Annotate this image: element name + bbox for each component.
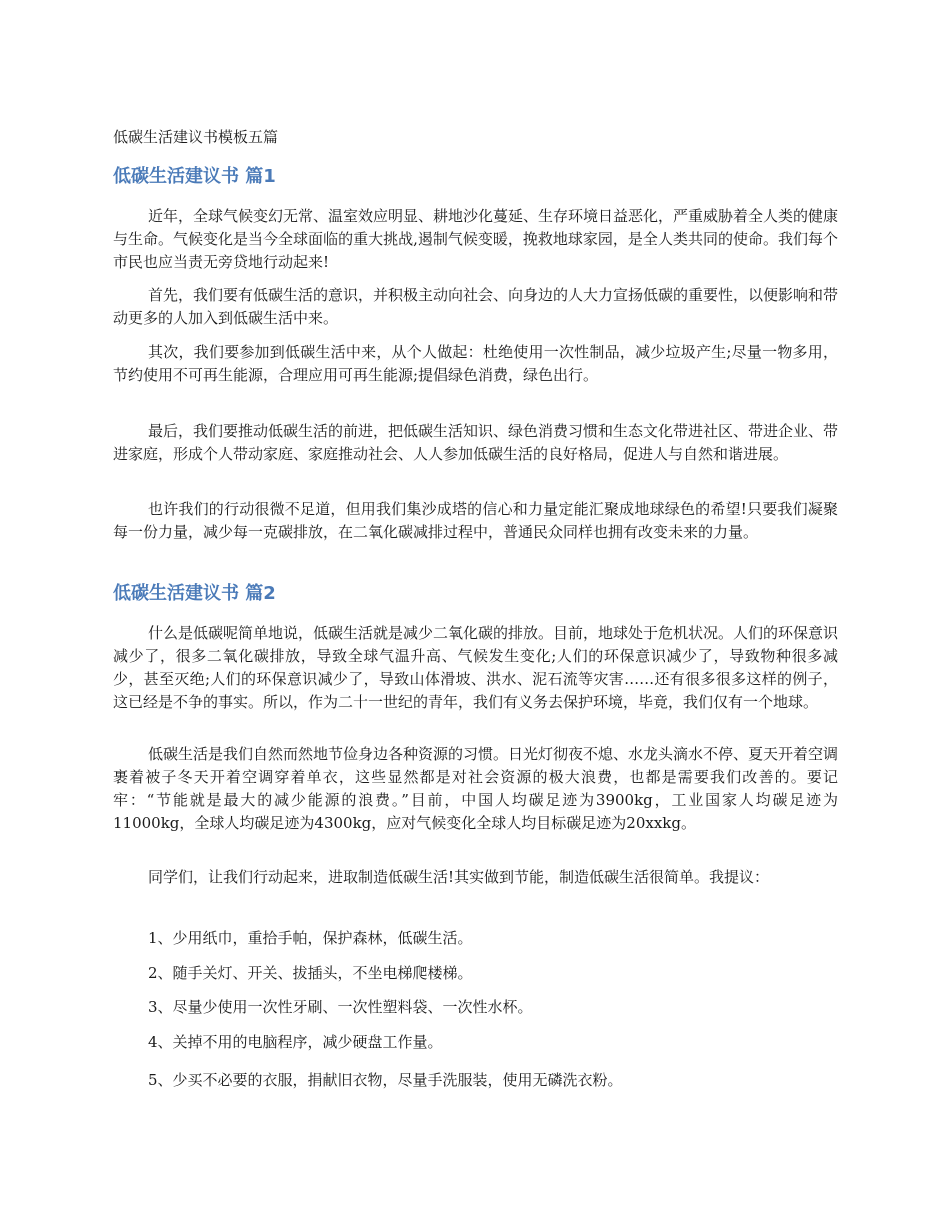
list-item: 5、少买不必要的衣服，捐献旧衣物，尽量手洗服装，使用无磷洗衣粉。 <box>148 1071 623 1089</box>
document-title: 低碳生活建议书模板五篇 <box>113 128 279 146</box>
paragraph: 首先，我们要有低碳生活的意识，并积极主动向社会、向身边的人大力宣扬低碳的重要性，以便影响和带动更多的人加入到低碳生活中来。 <box>113 286 839 327</box>
section-heading-1: 低碳生活建议书 篇1 <box>113 166 276 187</box>
section-heading-2: 低碳生活建议书 篇2 <box>113 583 276 604</box>
list-item: 4、关掉不用的电脑程序，减少硬盘工作量。 <box>148 1033 443 1051</box>
paragraph: 什么是低碳呢简单地说，低碳生活就是减少二氧化碳的排放。目前，地球处于危机状况。人们的环保意识减少了，很多二氧化碳排放，导致全球气温升高、气候发生变化;人们的环保意识减少了，导致物种很多减少，甚至灭绝;人们的环保意识减少了，导致山体滑坡、洪水、泥石流等灾害……还有很多很多这样的例子，这已经是不争的事实。所以，作为二十一世纪的青年，我们有义务去保护环境，毕竟，我们仅有一个地球。 <box>113 624 839 711</box>
paragraph: 也许我们的行动很微不足道，但用我们集沙成塔的信心和力量定能汇聚成地球绿色的希望!只要我们凝聚每一份力量，减少每一克碳排放，在二氧化碳减排过程中，普通民众同样也拥有改变未来的力量。 <box>113 500 838 541</box>
paragraph: 最后，我们要推动低碳生活的前进，把低碳生活知识、绿色消费习惯和生态文化带进社区、带进企业、带进家庭，形成个人带动家庭、家庭推动社会、人人参加低碳生活的良好格局，促进人与自然和谐进展。 <box>113 422 839 463</box>
paragraph: 近年，全球气候变幻无常、温室效应明显、耕地沙化蔓延、生存环境日益恶化，严重威胁着全人类的健康与生命。气候变化是当今全球面临的重大挑战,遏制气候变暖，挽救地球家园，是全人类共同的使命。我们每个市民也应当责无旁贷地行动起来! <box>113 207 839 271</box>
paragraph: 其次，我们要参加到低碳生活中来，从个人做起：杜绝使用一次性制品，减少垃圾产生;尽量一物多用，节约使用不可再生能源，合理应用可再生能源;提倡绿色消费，绿色出行。 <box>113 343 838 384</box>
paragraph: 低碳生活是我们自然而然地节俭身边各种资源的习惯。日光灯彻夜不熄、水龙头滴水不停、夏天开着空调裹着被子冬天开着空调穿着单衣，这些显然都是对社会资源的极大浪费，也都是需要我们改善的。要记牢：“节能就是最大的减少能源的浪费。”目前，中国人均碳足迹为3900kg，工业国家人均碳足迹为11000kg，全球人均碳足迹为4300kg，应对气候变化全球人均目标碳足迹为20xxkg。 <box>113 745 839 832</box>
list-item: 3、尽量少使用一次性牙刷、一次性塑料袋、一次性水杯。 <box>148 998 533 1016</box>
list-item: 1、少用纸巾，重拾手帕，保护森林，低碳生活。 <box>148 929 473 947</box>
list-item: 2、随手关灯、开关、拔插头，不坐电梯爬楼梯。 <box>148 964 473 982</box>
paragraph: 同学们，让我们行动起来，进取制造低碳生活!其实做到节能，制造低碳生活很简单。我提议： <box>148 868 770 886</box>
